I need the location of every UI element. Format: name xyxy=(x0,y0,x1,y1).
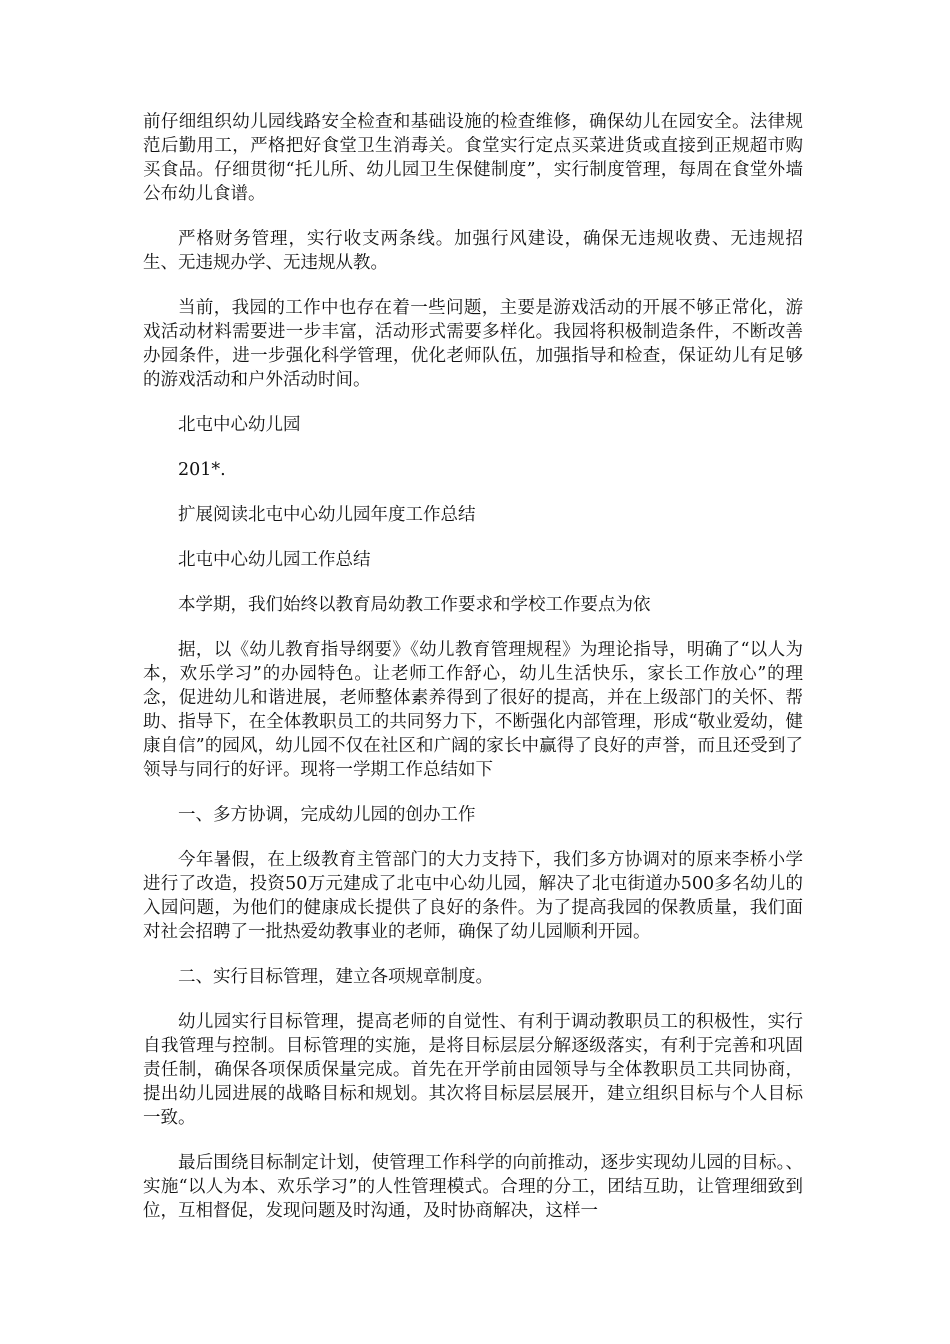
extended-reading-title: 扩展阅读北屯中心幼儿园年度工作总结 xyxy=(178,505,476,525)
paragraph-intro-body: 据，以《幼儿教育指导纲要》《幼儿教育管理规程》为理论指导，明确了“以人为本，欢乐学习”的办园特色。让老师工作舒心，幼儿生活快乐，家长工作放心”的理念，促进幼儿和谐进展，老师整体素养得到了很好的提高，并在上级部门的关怀、帮助、指导下，在全体教职员工的共同努力下，不断强化内部管理，形成“敬业爱幼，健康自信”的园风，幼儿园不仅在社区和广阔的家长中赢得了良好的声誉，而且还受到了领导与同行的好评。现将一学期工作总结如下 xyxy=(143,640,803,780)
document-body xyxy=(143,110,803,1223)
section-heading-2: 二、实行目标管理，建立各项规章制度。 xyxy=(178,967,493,987)
paragraph-founding: 今年暑假，在上级教育主管部门的大力支持下，我们多方协调对的原来李桥小学进行了改造，投资50万元建成了北屯中心幼儿园，解决了北屯街道办500多名幼儿的入园问题，为他们的健康成长提供了良好的条件。为了提高我园的保教质量，我们面对社会招聘了一批热爱幼教事业的老师，确保了幼儿园顺利开园。 xyxy=(143,850,803,942)
paragraph-problems: 当前，我园的工作中也存在着一些问题，主要是游戏活动的开展不够正常化，游戏活动材料需要进一步丰富，活动形式需要多样化。我园将积极制造条件，不断改善办园条件，进一步强化科学管理，优化老师队伍，加强指导和检查，保证幼儿有足够的游戏活动和户外活动时间。 xyxy=(143,298,803,390)
paragraph-safety-hygiene: 前仔细组织幼儿园线路安全检查和基础设施的检查维修，确保幼儿在园安全。法律规范后勤用工，严格把好食堂卫生消毒关。食堂实行定点买菜进货或直接到正规超市购买食品。仔细贯彻“托儿所、幼儿园卫生保健制度”，实行制度管理，每周在食堂外墙公布幼儿食谱。 xyxy=(143,112,803,204)
paragraph-intro-line: 本学期，我们始终以教育局幼教工作要求和学校工作要点为依 xyxy=(178,595,651,615)
paragraph-target-management: 幼儿园实行目标管理，提高老师的自觉性、有利于调动教职员工的积极性，实行自我管理与控制。目标管理的实施，是将目标层层分解逐级落实，有利于完善和巩固责任制，确保各项保质保量完成。首先在开学前由园领导与全体教职员工共同协商，提出幼儿园进展的战略目标和规划。其次将目标层层展开，建立组织目标与个人目标一致。 xyxy=(143,1012,803,1128)
paragraph-finance: 严格财务管理，实行收支两条线。加强行风建设，确保无违规收费、无违规招生、无违规办学、无违规从教。 xyxy=(143,229,803,273)
signature-date: 201*. xyxy=(178,460,226,480)
summary-title: 北屯中心幼儿园工作总结 xyxy=(178,550,371,570)
signature-kindergarten-name: 北屯中心幼儿园 xyxy=(178,415,301,435)
paragraph-planning: 最后围绕目标制定计划，使管理工作科学的向前推动，逐步实现幼儿园的目标。、实施“以人为本、欢乐学习”的人性管理模式。合理的分工，团结互助，让管理细致到位，互相督促，发现问题及时沟通，及时协商解决，这样一 xyxy=(143,1153,803,1221)
section-heading-1: 一、多方协调，完成幼儿园的创办工作 xyxy=(178,805,476,825)
